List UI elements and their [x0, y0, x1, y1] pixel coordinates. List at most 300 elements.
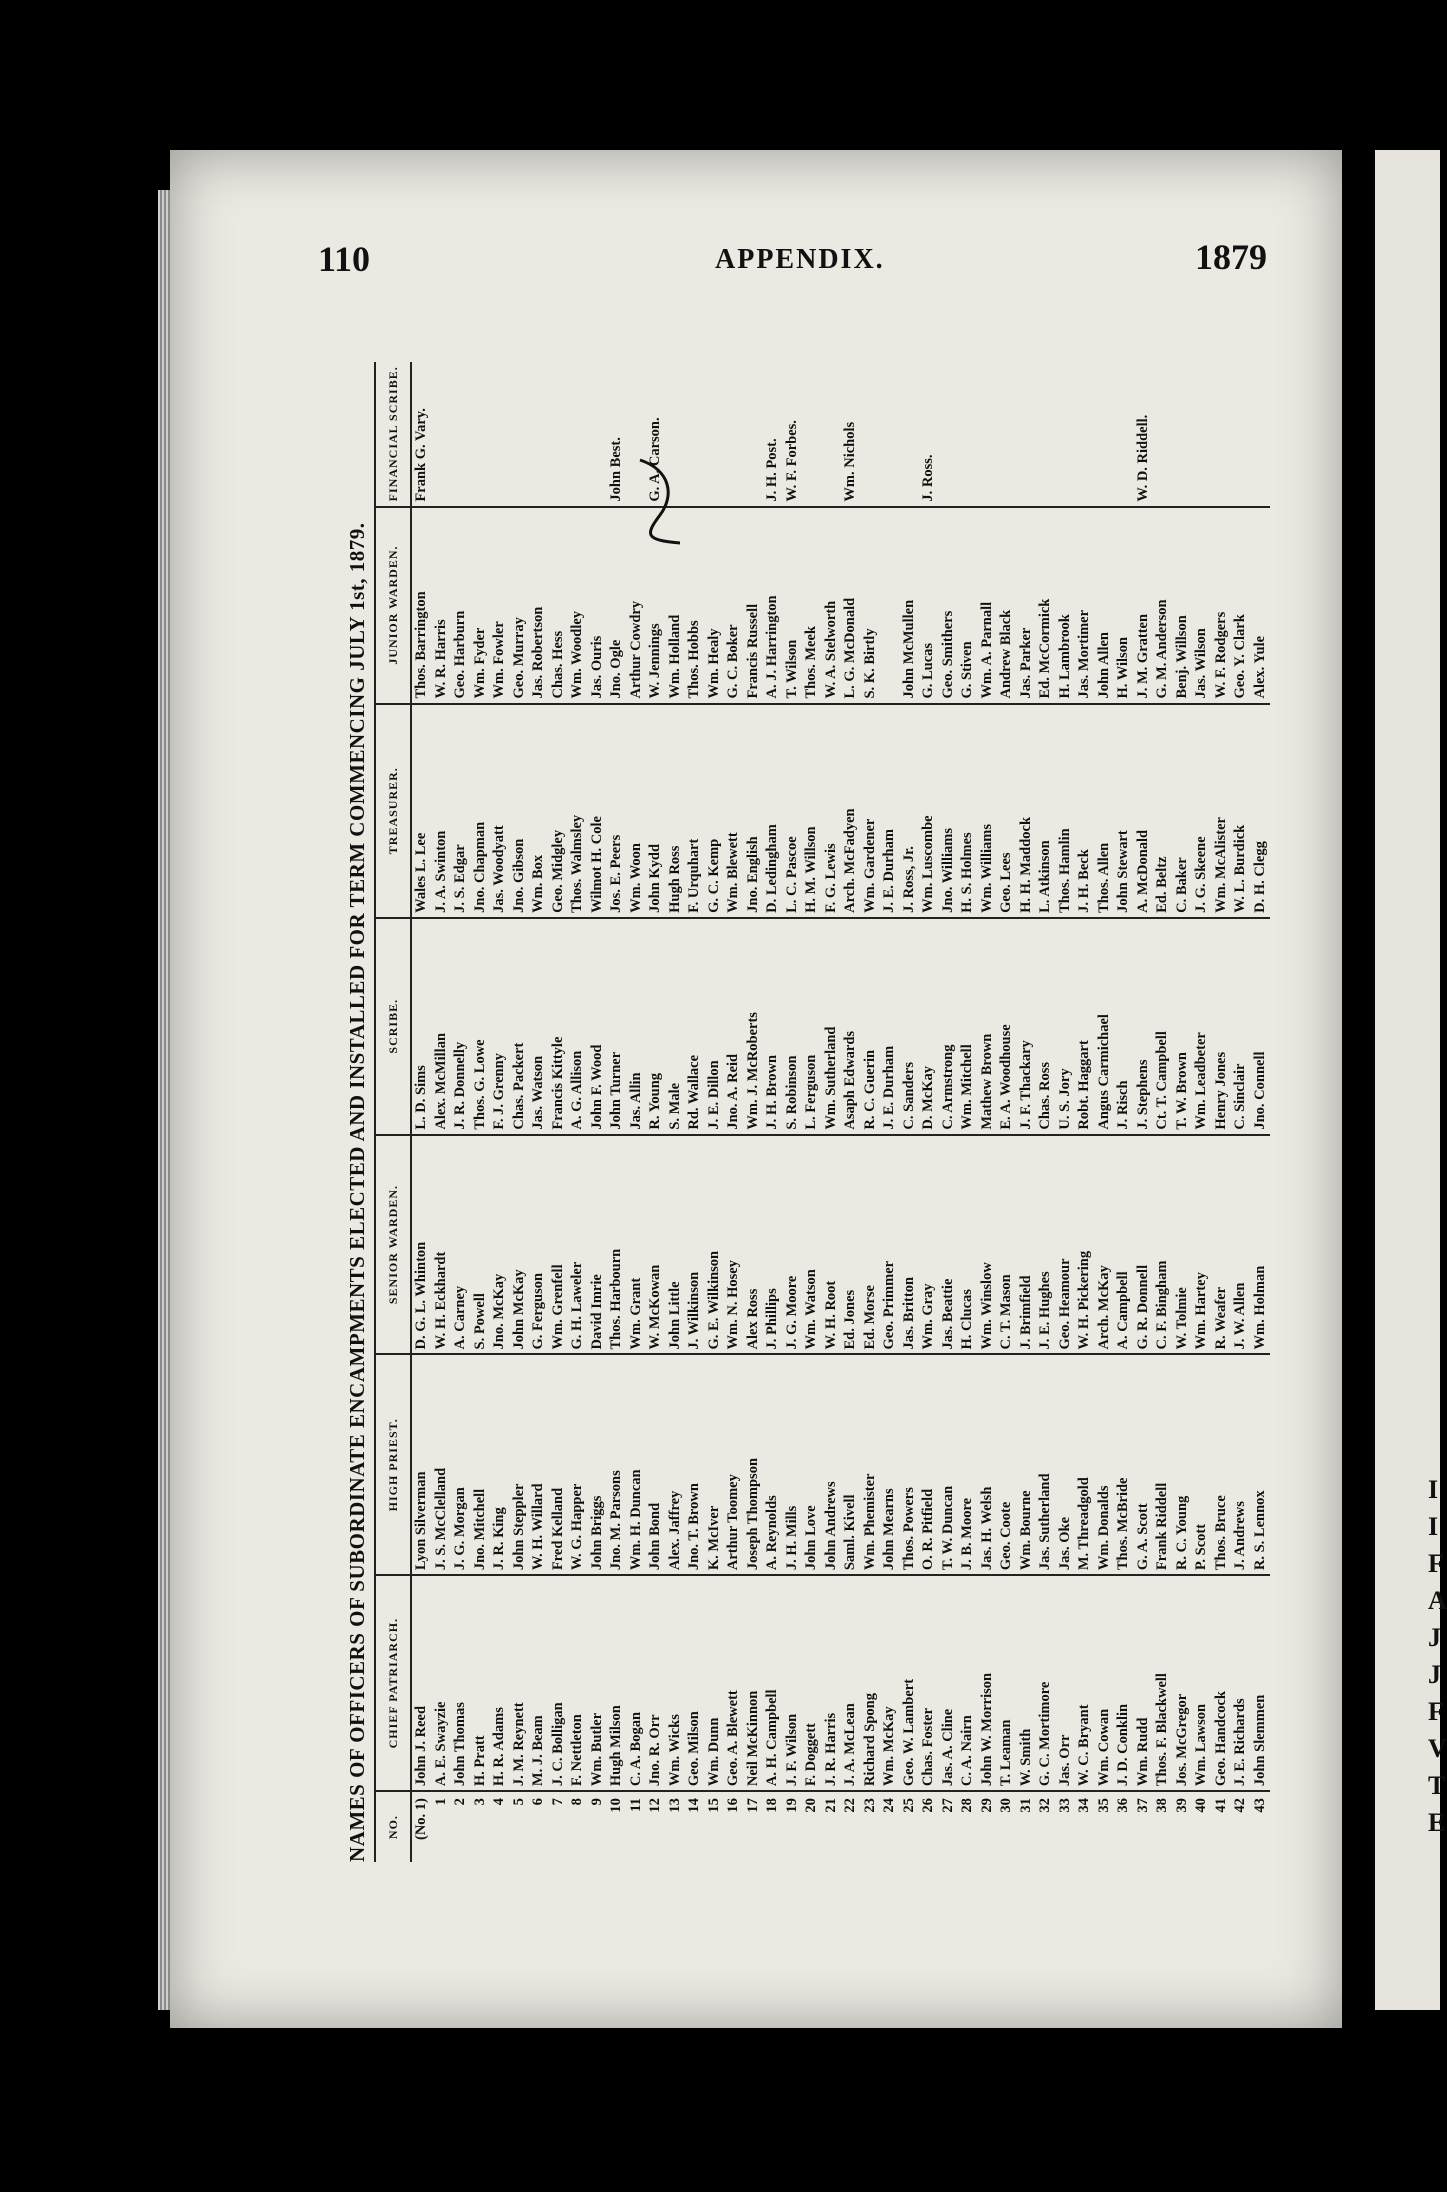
cell-high-priest: G. A. Scott [1134, 1354, 1154, 1575]
cell-no: 35 [1095, 1798, 1112, 1813]
cell-no: 13 [666, 1798, 683, 1813]
cell-no: 27 [939, 1798, 956, 1813]
cell-treasurer: Wilmot H. Cole [588, 704, 608, 918]
table-row [978, 362, 998, 1862]
cell-treasurer: Thos. Allen [1095, 704, 1115, 918]
cell-scribe: L. D. Sims [411, 918, 432, 1135]
cell-treasurer: W. L. Burdick [1231, 704, 1251, 918]
table-row [783, 362, 803, 1862]
cell-junior-warden: G. M. Anderson [1153, 507, 1173, 704]
cell-senior-warden: W. H. Pickering [1075, 1135, 1095, 1355]
cell-junior-warden: Geo. Harburn [451, 507, 471, 704]
facing-page-letter: E [1428, 1808, 1446, 1837]
cell-chief-patriarch: John W. Morrison [978, 1575, 998, 1791]
table-row [471, 362, 491, 1862]
cell-chief-patriarch: Hugh Milson [607, 1575, 627, 1791]
header-treasurer: TREASURER. [376, 704, 411, 918]
cell-high-priest: M. Threadgold [1075, 1354, 1095, 1575]
table-row [451, 362, 471, 1862]
cell-treasurer: L. C. Pascoe [783, 704, 803, 918]
cell-no: 24 [881, 1798, 897, 1813]
cell-senior-warden: D. G. L. Whinton [411, 1135, 432, 1355]
cell-chief-patriarch: Jas. A. Cline [939, 1575, 959, 1791]
cell-chief-patriarch: M. J. Beam [529, 1575, 549, 1791]
table-row [1153, 362, 1173, 1862]
cell-chief-patriarch: G. C. Mortimore [1036, 1575, 1056, 1791]
cell-junior-warden: Wm. Holland [666, 507, 686, 704]
cell-treasurer: J. H. Beck [1075, 704, 1095, 918]
cell-financial-scribe [588, 362, 608, 507]
cell-high-priest: R. S. Lennox [1251, 1354, 1271, 1575]
cell-senior-warden: G. H. Laweler [568, 1135, 588, 1355]
cell-scribe: Alex. McMillan [432, 918, 452, 1135]
cell-treasurer: Jas. Woodyatt [490, 704, 510, 918]
facing-page-letter: T [1428, 1771, 1446, 1800]
cell-high-priest: Alex. Jaffrey [666, 1354, 686, 1575]
cell-senior-warden: J. W. Allen [1231, 1135, 1251, 1355]
table-row [1056, 362, 1076, 1862]
facing-page-letter: J [1428, 1623, 1441, 1652]
cell-high-priest: R. C. Young [1173, 1354, 1193, 1575]
cell-junior-warden: G. Stiven [958, 507, 978, 704]
cell-senior-warden: W. McKowan [646, 1135, 666, 1355]
cell-financial-scribe [1192, 362, 1212, 507]
cell-no: 12 [647, 1798, 663, 1813]
cell-chief-patriarch: Geo. Milson [685, 1575, 705, 1791]
table-body [411, 362, 1270, 1862]
table-row [763, 362, 783, 1862]
cell-senior-warden: G. Ferguson [529, 1135, 549, 1355]
cell-high-priest: Lyon Silverman [411, 1354, 432, 1575]
table-row [724, 362, 744, 1862]
cell-financial-scribe [568, 362, 588, 507]
cell-scribe: J. H. Brown [763, 918, 783, 1135]
cell-chief-patriarch: Geo. A. Blewett [724, 1575, 744, 1791]
cell-high-priest: Frank Riddell [1153, 1354, 1173, 1575]
cell-treasurer: J. E. Durham [880, 704, 900, 918]
cell-no: 25 [900, 1798, 917, 1813]
cell-financial-scribe [900, 362, 920, 507]
cell-high-priest: P. Scott [1192, 1354, 1212, 1575]
cell-scribe: L. Ferguson [802, 918, 822, 1135]
cell-chief-patriarch: John Thomas [451, 1575, 471, 1791]
table-row [1095, 362, 1115, 1862]
cell-high-priest: Geo. Coote [997, 1354, 1017, 1575]
cell-financial-scribe [822, 362, 842, 507]
cell-senior-warden: R. Weafer [1212, 1135, 1232, 1355]
table-row [432, 362, 452, 1862]
cell-chief-patriarch: Wm. McKay [880, 1575, 900, 1791]
table-row [1075, 362, 1095, 1862]
cell-chief-patriarch: Jos. McGregor [1173, 1575, 1193, 1791]
cell-junior-warden: W. R. Harris [432, 507, 452, 704]
cell-no: 7 [549, 1798, 566, 1806]
cell-high-priest: Wm. H. Duncan [627, 1354, 647, 1575]
cell-high-priest: John Mearns [880, 1354, 900, 1575]
header-senior-warden: SENIOR WARDEN. [376, 1135, 411, 1355]
cell-senior-warden: Geo. Primmer [880, 1135, 900, 1355]
table-title: NAMES OF OFFICERS OF SUBORDINATE ENCAMPMENTS ELECTED AND INSTALLED FOR TERM COMMENCING JULY 1st, 1879. [345, 522, 369, 1862]
cell-treasurer: G. C. Kemp [705, 704, 725, 918]
cell-scribe: T. W. Brown [1173, 918, 1193, 1135]
cell-chief-patriarch: C. A. Bogan [627, 1575, 647, 1791]
handwritten-mark [630, 455, 690, 545]
cell-financial-scribe [432, 362, 452, 507]
cell-senior-warden: J. Brimfield [1017, 1135, 1037, 1355]
cell-senior-warden: W. Tolmie [1173, 1135, 1193, 1355]
header-financial-scribe: FINANCIAL SCRIBE. [376, 362, 411, 507]
cell-chief-patriarch: Wm. Dunn [705, 1575, 725, 1791]
cell-no: 4 [491, 1798, 507, 1806]
cell-junior-warden: Geo. Smithers [939, 507, 959, 704]
cell-high-priest: John Love [802, 1354, 822, 1575]
cell-high-priest: W. H. Willard [529, 1354, 549, 1575]
cell-chief-patriarch: J. A. McLean [841, 1575, 861, 1791]
cell-chief-patriarch: T. Leaman [997, 1575, 1017, 1791]
table-row [627, 362, 647, 1862]
cell-senior-warden: John Little [666, 1135, 686, 1355]
cell-financial-scribe [1153, 362, 1173, 507]
cell-high-priest: K. McIver [705, 1354, 725, 1575]
cell-scribe: J. R. Donnelly [451, 918, 471, 1135]
cell-financial-scribe [939, 362, 959, 507]
cell-senior-warden: J. E. Hughes [1036, 1135, 1056, 1355]
cell-treasurer: John Stewart [1114, 704, 1134, 918]
cell-no: 17 [744, 1798, 761, 1813]
cell-junior-warden: Jas. Ouris [588, 507, 608, 704]
cell-high-priest: J. H. Mills [783, 1354, 803, 1575]
cell-no: 5 [510, 1798, 527, 1806]
cell-chief-patriarch: Wm. Butler [588, 1575, 608, 1791]
cell-chief-patriarch: Chas. Foster [919, 1575, 939, 1791]
cell-treasurer: Jno. English [744, 704, 764, 918]
cell-scribe: Wm. Leadbeter [1192, 918, 1212, 1135]
cell-scribe: J. Risch [1114, 918, 1134, 1135]
cell-senior-warden: Wm. Grant [627, 1135, 647, 1355]
cell-scribe: Mathew Brown [978, 918, 998, 1135]
table-row [1192, 362, 1212, 1862]
cell-scribe: Jno. A. Reid [724, 918, 744, 1135]
cell-junior-warden: Jas. Wilson [1192, 507, 1212, 704]
cell-junior-warden: T. Wilson [783, 507, 803, 704]
cell-treasurer: F. Urquhart [685, 704, 705, 918]
cell-senior-warden: C. F. Bingham [1153, 1135, 1173, 1355]
cell-treasurer: Wm. Woon [627, 704, 647, 918]
cell-high-priest: Jno. M. Parsons [607, 1354, 627, 1575]
cell-high-priest: A. Reynolds [763, 1354, 783, 1575]
table-row [939, 362, 959, 1862]
cell-high-priest: Saml. Kivell [841, 1354, 861, 1575]
cell-junior-warden: H. Wilson [1114, 507, 1134, 704]
cell-no: 3 [471, 1798, 488, 1806]
cell-scribe: J. E. Dillon [705, 918, 725, 1135]
cell-senior-warden: Wm. Grenfell [549, 1135, 569, 1355]
cell-senior-warden: A. Campbell [1114, 1135, 1134, 1355]
cell-scribe: John Turner [607, 918, 627, 1135]
cell-chief-patriarch: H. Pratt [471, 1575, 491, 1791]
cell-junior-warden: J. M. Gratten [1134, 507, 1154, 704]
facing-page-letter: F [1428, 1697, 1444, 1726]
cell-financial-scribe: Frank G. Vary. [411, 362, 432, 507]
table-row [997, 362, 1017, 1862]
facing-page-letter: I [1428, 1475, 1439, 1504]
cell-senior-warden: W. H. Root [822, 1135, 842, 1355]
cell-scribe: Jas. Allin [627, 918, 647, 1135]
cell-financial-scribe: G. A. Carson. [646, 362, 666, 507]
cell-scribe: R. C. Guerin [861, 918, 881, 1135]
cell-treasurer: J. G. Skeene [1192, 704, 1212, 918]
cell-treasurer: Ed. Beltz [1153, 704, 1173, 918]
table-row [744, 362, 764, 1862]
facing-page-letter: A [1428, 1586, 1447, 1615]
cell-chief-patriarch: Richard Spong [861, 1575, 881, 1791]
table-row [568, 362, 588, 1862]
cell-scribe: Chas. Ross [1036, 918, 1056, 1135]
cell-high-priest: T. W. Duncan [939, 1354, 959, 1575]
cell-treasurer: Wm. Gardener [861, 704, 881, 918]
cell-junior-warden: Wm. Fowler [490, 507, 510, 704]
cell-junior-warden: W. F. Rodgers [1212, 507, 1232, 704]
cell-financial-scribe [978, 362, 998, 507]
cell-junior-warden: A. J. Harrington [763, 507, 783, 704]
table-row [1231, 362, 1251, 1862]
cell-no: 9 [588, 1798, 605, 1806]
cell-senior-warden: J. Phillips [763, 1135, 783, 1355]
cell-treasurer: J. A. Swinton [432, 704, 452, 918]
facing-page-letter: I [1428, 1512, 1439, 1541]
cell-senior-warden: J. G. Moore [783, 1135, 803, 1355]
cell-financial-scribe [997, 362, 1017, 507]
cell-no: 18 [764, 1798, 780, 1813]
cell-financial-scribe [958, 362, 978, 507]
cell-chief-patriarch: Wm. Wicks [666, 1575, 686, 1791]
cell-scribe: J. E. Durham [880, 918, 900, 1135]
cell-junior-warden: John Allen [1095, 507, 1115, 704]
table-row [1212, 362, 1232, 1862]
cell-high-priest: Fred Kelland [549, 1354, 569, 1575]
table-row [861, 362, 881, 1862]
cell-senior-warden: J. Wilkinson [685, 1135, 705, 1355]
cell-financial-scribe [471, 362, 491, 507]
cell-financial-scribe [802, 362, 822, 507]
cell-junior-warden: Wm. Woodley [568, 507, 588, 704]
cell-high-priest: Jas. Sutherland [1036, 1354, 1056, 1575]
table-row [900, 362, 920, 1862]
cell-high-priest: John Andrews [822, 1354, 842, 1575]
cell-junior-warden: Jno. Ogle [607, 507, 627, 704]
cell-scribe: S. Male [666, 918, 686, 1135]
cell-chief-patriarch: Neil McKinnon [744, 1575, 764, 1791]
cell-no: 30 [998, 1798, 1014, 1813]
cell-scribe: R. Young [646, 918, 666, 1135]
cell-no: 11 [627, 1798, 644, 1812]
cell-senior-warden: Wm. N. Hosey [724, 1135, 744, 1355]
cell-treasurer: Jno. Gibson [510, 704, 530, 918]
cell-junior-warden: H. Lambrook [1056, 507, 1076, 704]
cell-junior-warden: Chas. Hess [549, 507, 569, 704]
cell-senior-warden: W. H. Eckhardt [432, 1135, 452, 1355]
table-row [822, 362, 842, 1862]
cell-high-priest: J. S. McClelland [432, 1354, 452, 1575]
cell-financial-scribe [705, 362, 725, 507]
cell-financial-scribe: W. F. Forbes. [783, 362, 803, 507]
cell-financial-scribe [1212, 362, 1232, 507]
running-title: APPENDIX. [715, 244, 885, 275]
cell-senior-warden: Wm. Winslow [978, 1135, 998, 1355]
page-number: 110 [318, 239, 371, 279]
cell-treasurer: L. Atkinson [1036, 704, 1056, 918]
cell-scribe: D. McKay [919, 918, 939, 1135]
cell-treasurer: Arch. McFadyen [841, 704, 861, 918]
cell-scribe: Henry Jones [1212, 918, 1232, 1135]
cell-senior-warden: Wm. Holman [1251, 1135, 1271, 1355]
cell-high-priest: J. B. Moore [958, 1354, 978, 1575]
cell-senior-warden: Geo. Heamour [1056, 1135, 1076, 1355]
cell-chief-patriarch: A. E. Swayzie [432, 1575, 452, 1791]
cell-no: 8 [569, 1798, 585, 1806]
cell-chief-patriarch: W. Smith [1017, 1575, 1037, 1791]
cell-junior-warden: Wm. A. Parnall [978, 507, 998, 704]
cell-senior-warden: Arch. McKay [1095, 1135, 1115, 1355]
cell-chief-patriarch: John Slemmen [1251, 1575, 1271, 1791]
header-junior-warden: JUNIOR WARDEN. [376, 507, 411, 704]
cell-chief-patriarch: H. R. Adams [490, 1575, 510, 1791]
cell-treasurer: Jos. E. Peers [607, 704, 627, 918]
cell-high-priest: Wm. Bourne [1017, 1354, 1037, 1575]
cell-junior-warden: Alex. Yule [1251, 507, 1271, 704]
cell-financial-scribe: John Best. [607, 362, 627, 507]
cell-no: 38 [1154, 1798, 1170, 1813]
cell-financial-scribe: J. H. Post. [763, 362, 783, 507]
table-row [549, 362, 569, 1862]
cell-scribe: Jno. Connell [1251, 918, 1271, 1135]
cell-high-priest: Wm. Donalds [1095, 1354, 1115, 1575]
cell-senior-warden: C. T. Mason [997, 1135, 1017, 1355]
cell-chief-patriarch: J. F. Wilson [783, 1575, 803, 1791]
table-row [841, 362, 861, 1862]
cell-financial-scribe [1251, 362, 1271, 507]
cell-scribe: Rd. Wallace [685, 918, 705, 1135]
cell-junior-warden: S. K. Birtly [861, 507, 881, 704]
table-row [588, 362, 608, 1862]
cell-no: (No. 1) [413, 1798, 429, 1840]
cell-scribe: Jas. Watson [529, 918, 549, 1135]
facing-page-letter: F [1428, 1549, 1444, 1578]
cell-junior-warden: Wm. Fyder [471, 507, 491, 704]
cell-high-priest: Thos. Bruce [1212, 1354, 1232, 1575]
cell-financial-scribe [1075, 362, 1095, 507]
cell-chief-patriarch: John J. Reed [411, 1575, 432, 1791]
table-row [802, 362, 822, 1862]
cell-treasurer: J. Ross, Jr. [900, 704, 920, 918]
cell-high-priest: John Steppler [510, 1354, 530, 1575]
cell-high-priest: Thos. McBride [1114, 1354, 1134, 1575]
cell-treasurer: C. Baker [1173, 704, 1193, 918]
table-row [490, 362, 510, 1862]
cell-scribe: U. S. Jory [1056, 918, 1076, 1135]
cell-high-priest: J. Andrews [1231, 1354, 1251, 1575]
table-row [607, 362, 627, 1862]
cell-high-priest: Jas. Oke [1056, 1354, 1076, 1575]
cell-junior-warden: Thos. Hobbs [685, 507, 705, 704]
cell-scribe: J. F. Thackary [1017, 918, 1037, 1135]
cell-financial-scribe [724, 362, 744, 507]
cell-treasurer: A. McDonald [1134, 704, 1154, 918]
cell-chief-patriarch: A. H. Campbell [763, 1575, 783, 1791]
cell-scribe: Chas. Packert [510, 918, 530, 1135]
header-high-priest: HIGH PRIEST. [376, 1354, 411, 1575]
cell-senior-warden: Jno. McKay [490, 1135, 510, 1355]
cell-no: 20 [803, 1798, 819, 1813]
cell-treasurer: Jno. Chapman [471, 704, 491, 918]
cell-high-priest: Jno. Mitchell [471, 1354, 491, 1575]
cell-no: 41 [1212, 1798, 1229, 1813]
cell-chief-patriarch: Geo. W. Lambert [900, 1575, 920, 1791]
cell-junior-warden: Jas. Mortimer [1075, 507, 1095, 704]
cell-senior-warden: Jas. Beattie [939, 1135, 959, 1355]
table-row [880, 362, 900, 1862]
cell-financial-scribe [1056, 362, 1076, 507]
rotated-table-block [340, 362, 1270, 1862]
cell-scribe: Angus Carmichael [1095, 918, 1115, 1135]
cell-scribe: Wm. Sutherland [822, 918, 842, 1135]
cell-senior-warden: Ed. Morse [861, 1135, 881, 1355]
cell-junior-warden: Geo. Murray [510, 507, 530, 704]
cell-junior-warden: G. C. Boker [724, 507, 744, 704]
cell-senior-warden: David Imrie [588, 1135, 608, 1355]
cell-senior-warden: G. E. Wilkinson [705, 1135, 725, 1355]
cell-scribe: E. A. Woodhouse [997, 918, 1017, 1135]
cell-senior-warden: Wm. Gray [919, 1135, 939, 1355]
cell-no: 22 [842, 1798, 858, 1813]
cell-treasurer: Geo. Lees [997, 704, 1017, 918]
table-row [919, 362, 939, 1862]
header-no: NO. [376, 1791, 411, 1862]
cell-no: 42 [1232, 1798, 1248, 1813]
cell-financial-scribe [510, 362, 530, 507]
cell-treasurer: John Kydd [646, 704, 666, 918]
cell-no: 40 [1193, 1798, 1209, 1813]
cell-scribe: S. Robinson [783, 918, 803, 1135]
cell-treasurer: H. S. Holmes [958, 704, 978, 918]
cell-no: 32 [1037, 1798, 1053, 1813]
cell-treasurer: H. H. Maddock [1017, 704, 1037, 918]
cell-treasurer: Jno. Williams [939, 704, 959, 918]
cell-junior-warden: Arthur Cowdry [627, 507, 647, 704]
cell-senior-warden: Wm. Hartey [1192, 1135, 1212, 1355]
cell-high-priest: W. G. Happer [568, 1354, 588, 1575]
table-row [1173, 362, 1193, 1862]
table-row [1114, 362, 1134, 1862]
cell-junior-warden [880, 507, 900, 704]
cell-scribe: Robt. Haggart [1075, 918, 1095, 1135]
cell-financial-scribe [861, 362, 881, 507]
cell-no: 31 [1017, 1798, 1034, 1813]
cell-chief-patriarch: Wm. Cowan [1095, 1575, 1115, 1791]
cell-treasurer: Wm. Williams [978, 704, 998, 918]
cell-chief-patriarch: Jno. R. Orr [646, 1575, 666, 1791]
cell-no: 10 [608, 1798, 624, 1813]
table-row [1251, 362, 1271, 1862]
cell-financial-scribe [451, 362, 471, 507]
cell-chief-patriarch: J. D. Conklin [1114, 1575, 1134, 1791]
facing-page [1375, 150, 1440, 2010]
cell-high-priest: J. G. Morgan [451, 1354, 471, 1575]
cell-junior-warden: G. Lucas [919, 507, 939, 704]
cell-senior-warden: Thos. Harbourn [607, 1135, 627, 1355]
cell-senior-warden: John McKay [510, 1135, 530, 1355]
cell-financial-scribe [529, 362, 549, 507]
